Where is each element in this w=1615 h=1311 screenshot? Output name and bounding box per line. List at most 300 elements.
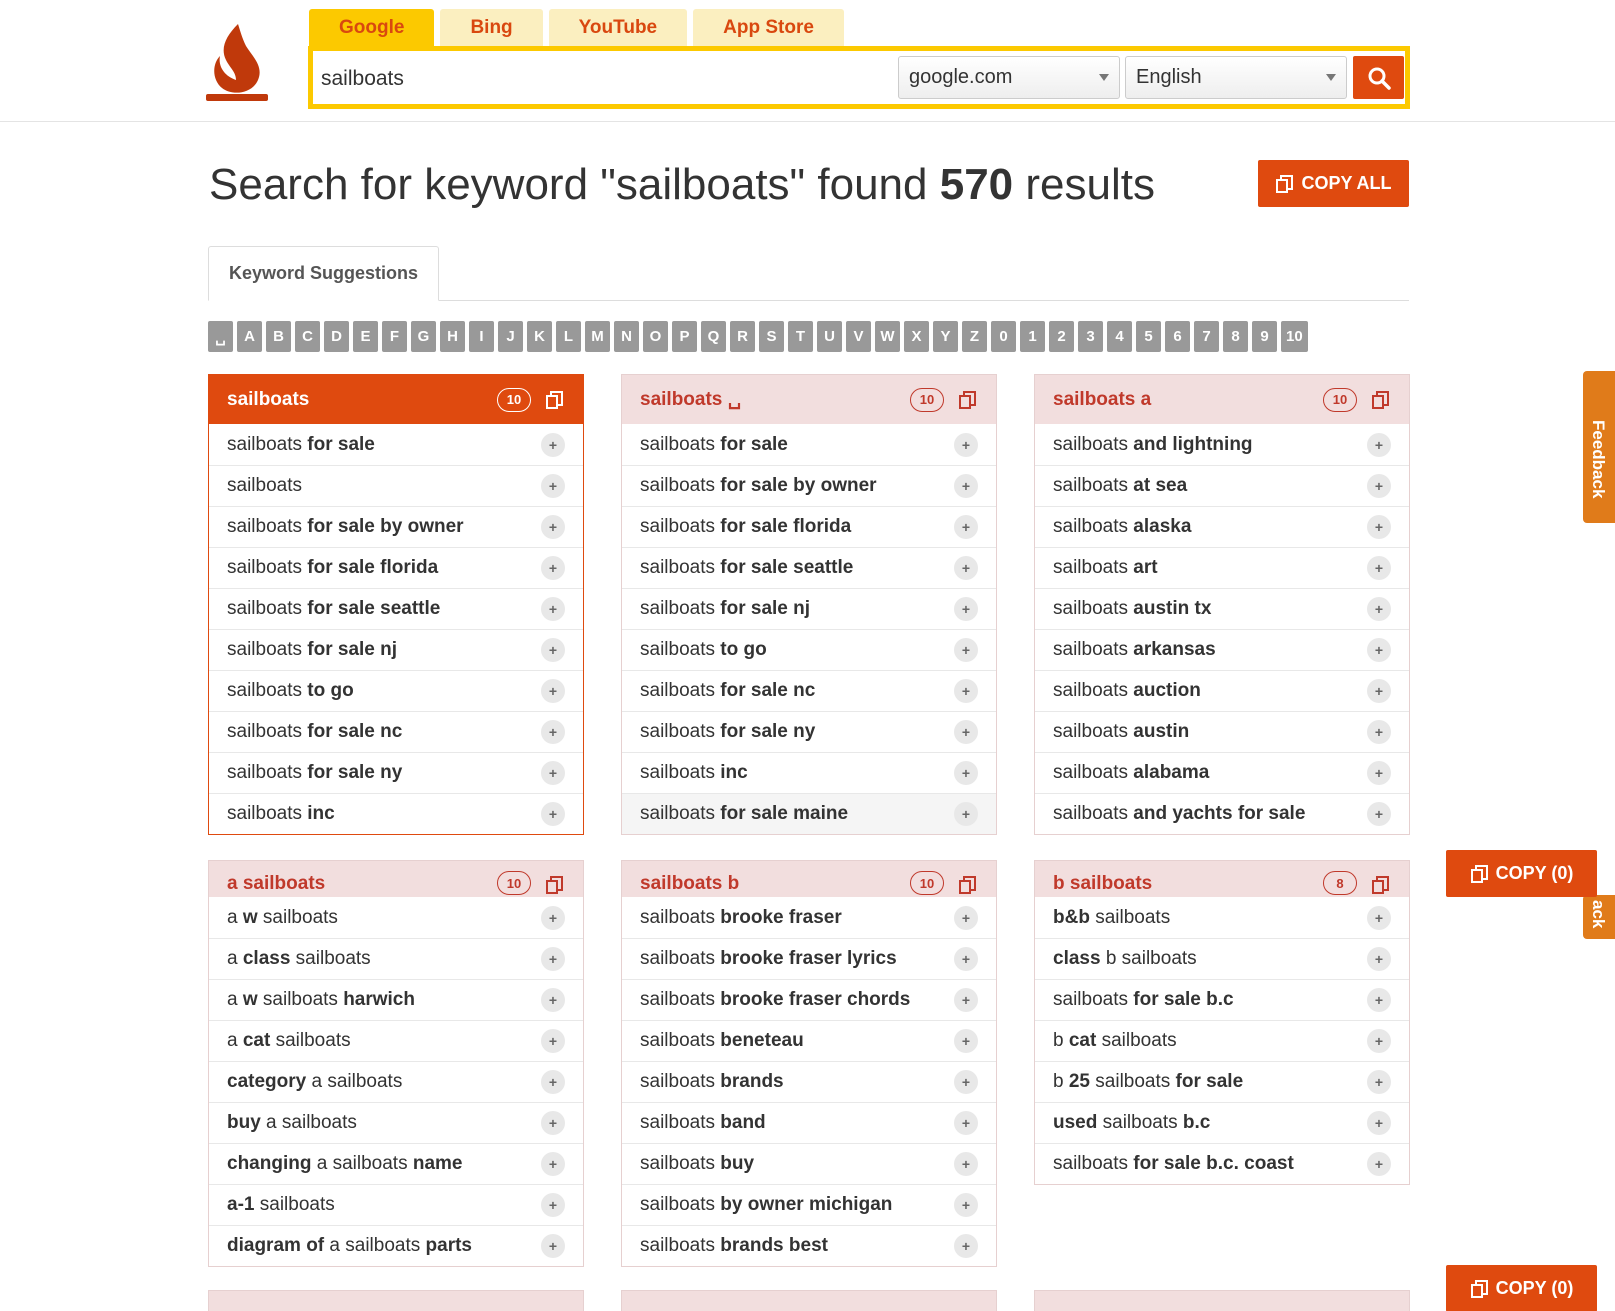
plus-icon[interactable]: + bbox=[1367, 1029, 1391, 1053]
language-select-value: English bbox=[1136, 66, 1202, 88]
tab-keyword-suggestions[interactable]: Keyword Suggestions bbox=[208, 246, 439, 301]
copy-selected-label: COPY (0) bbox=[1495, 1278, 1574, 1298]
plus-icon[interactable]: + bbox=[541, 947, 565, 971]
suggestion-row[interactable] bbox=[209, 1184, 583, 1225]
suggestion-row[interactable] bbox=[209, 938, 583, 979]
plus-icon[interactable]: + bbox=[541, 1193, 565, 1217]
plus-icon[interactable]: + bbox=[1367, 761, 1391, 785]
suggestion-base: sailboats bbox=[640, 557, 721, 578]
letter-filter-item[interactable]: H bbox=[440, 321, 465, 352]
suggestion-row[interactable] bbox=[209, 1225, 583, 1266]
suggestion-text bbox=[1053, 1112, 1367, 1134]
plus-icon[interactable]: + bbox=[541, 679, 565, 703]
letter-filter-item[interactable]: 7 bbox=[1194, 321, 1219, 352]
suggestion-row[interactable] bbox=[209, 465, 583, 506]
card-title[interactable]: sailboats bbox=[227, 388, 310, 410]
suggestion-row[interactable] bbox=[622, 1102, 996, 1143]
copy-icon bbox=[1275, 174, 1295, 194]
suggestion-row[interactable] bbox=[622, 897, 996, 938]
suggestion-highlight: cat bbox=[1068, 1030, 1097, 1051]
suggestion-row[interactable] bbox=[1035, 752, 1409, 793]
suggestion-highlight: for sale b.c. coast bbox=[1133, 1153, 1294, 1174]
suggestion-text bbox=[227, 680, 541, 702]
plus-icon[interactable]: + bbox=[954, 947, 978, 971]
copy-icon[interactable] bbox=[958, 875, 978, 895]
plus-icon[interactable]: + bbox=[954, 988, 978, 1012]
plus-icon[interactable]: + bbox=[954, 761, 978, 785]
plus-icon[interactable]: + bbox=[954, 679, 978, 703]
suggestion-base: a bbox=[227, 989, 243, 1010]
page-title bbox=[209, 160, 1155, 210]
letter-filter-item[interactable]: Q bbox=[701, 321, 726, 352]
suggestion-highlight: for sale nj bbox=[720, 598, 811, 619]
suggestion-row[interactable] bbox=[209, 670, 583, 711]
search-icon bbox=[1367, 66, 1391, 90]
suggestion-base: sailboats bbox=[227, 516, 308, 537]
suggestion-base: sailboats bbox=[227, 598, 308, 619]
suggestion-base: sailboats bbox=[1089, 906, 1171, 928]
suggestion-row[interactable] bbox=[1035, 1061, 1409, 1102]
plus-icon[interactable]: + bbox=[1367, 947, 1391, 971]
suggestion-text bbox=[1053, 721, 1367, 743]
copy-icon[interactable] bbox=[958, 390, 978, 410]
letter-filter-item[interactable]: Y bbox=[933, 321, 958, 352]
search-button[interactable] bbox=[1353, 56, 1404, 99]
letter-filter-item[interactable]: 6 bbox=[1165, 321, 1190, 352]
plus-icon[interactable]: + bbox=[1367, 515, 1391, 539]
letter-filter-item[interactable]: N bbox=[614, 321, 639, 352]
suggestion-row[interactable] bbox=[1035, 938, 1409, 979]
suggestion-highlight: band bbox=[720, 1112, 766, 1133]
suggestion-base: sailboats bbox=[640, 680, 721, 701]
suggestion-row[interactable] bbox=[209, 897, 583, 938]
letter-filter-item[interactable]: 4 bbox=[1107, 321, 1132, 352]
suggestion-row[interactable] bbox=[209, 979, 583, 1020]
suggestion-row[interactable] bbox=[1035, 506, 1409, 547]
letter-filter-item[interactable]: M bbox=[585, 321, 610, 352]
letter-filter bbox=[208, 321, 1308, 352]
suggestion-text bbox=[640, 907, 954, 929]
suggestion-base: sailboats bbox=[270, 1030, 351, 1051]
suggestion-row[interactable] bbox=[1035, 793, 1409, 834]
plus-icon[interactable]: + bbox=[954, 474, 978, 498]
letter-filter-item[interactable]: B bbox=[266, 321, 291, 352]
plus-icon[interactable]: + bbox=[1367, 1070, 1391, 1094]
suggestion-row[interactable] bbox=[209, 506, 583, 547]
copy-all-label: COPY ALL bbox=[1301, 173, 1392, 193]
plus-icon[interactable]: + bbox=[954, 515, 978, 539]
letter-filter-item[interactable]: G bbox=[411, 321, 436, 352]
search-input[interactable] bbox=[321, 59, 881, 99]
suggestion-text bbox=[227, 721, 541, 743]
suggestion-highlight: class bbox=[1053, 948, 1101, 969]
letter-filter-item[interactable]: R bbox=[730, 321, 755, 352]
suggestion-text bbox=[1053, 989, 1367, 1011]
suggestion-row[interactable] bbox=[1035, 670, 1409, 711]
suggestion-row[interactable] bbox=[209, 711, 583, 752]
suggestion-row[interactable] bbox=[1035, 424, 1409, 465]
copy-selected-button-bottom[interactable] bbox=[1446, 1265, 1597, 1311]
letter-filter-item[interactable]: 2 bbox=[1049, 321, 1074, 352]
suggestion-row[interactable] bbox=[622, 1020, 996, 1061]
suggestion-highlight: art bbox=[1133, 557, 1158, 578]
plus-icon[interactable]: + bbox=[954, 1234, 978, 1258]
suggestion-base: sailboats bbox=[227, 639, 308, 660]
suggestion-row[interactable] bbox=[1035, 979, 1409, 1020]
suggestion-text bbox=[227, 989, 541, 1011]
suggestion-highlight: alaska bbox=[1133, 516, 1192, 537]
card-title[interactable]: sailboats b bbox=[640, 873, 740, 894]
suggestion-text bbox=[227, 907, 541, 929]
suggestion-base: sailboats bbox=[640, 516, 721, 537]
suggestion-row[interactable] bbox=[209, 588, 583, 629]
suggestion-row[interactable] bbox=[209, 1061, 583, 1102]
suggestion-base: a sailboats bbox=[324, 1235, 426, 1256]
letter-filter-item[interactable]: F bbox=[382, 321, 407, 352]
suggestion-text bbox=[1053, 475, 1367, 497]
suggestion-text bbox=[227, 1194, 541, 1216]
language-select[interactable] bbox=[1125, 56, 1347, 99]
suggestion-list bbox=[1035, 897, 1409, 1184]
copy-selected-button[interactable] bbox=[1446, 850, 1597, 897]
tab-bing[interactable]: Bing bbox=[440, 9, 542, 47]
suggestion-row[interactable] bbox=[1035, 1102, 1409, 1143]
letter-filter-item[interactable]: Z bbox=[962, 321, 987, 352]
suggestion-base: b sailboats bbox=[1100, 948, 1197, 969]
copy-icon bbox=[1470, 1279, 1490, 1299]
suggestion-row[interactable] bbox=[1035, 897, 1409, 938]
plus-icon[interactable]: + bbox=[541, 1234, 565, 1258]
suggestion-base: sailboats bbox=[640, 762, 721, 783]
plus-icon[interactable]: + bbox=[541, 597, 565, 621]
letter-filter-item[interactable]: D bbox=[324, 321, 349, 352]
plus-icon[interactable]: + bbox=[1367, 906, 1391, 930]
plus-icon[interactable]: + bbox=[954, 802, 978, 826]
suggestion-base: sailboats bbox=[640, 803, 721, 824]
suggestion-row[interactable] bbox=[1035, 1020, 1409, 1061]
suggestion-text bbox=[227, 948, 541, 970]
card-title[interactable]: a sailboats bbox=[227, 873, 326, 894]
suggestion-base: sailboats bbox=[1053, 516, 1134, 537]
suggestion-text bbox=[640, 721, 954, 743]
suggestion-highlight: brands bbox=[720, 1071, 784, 1092]
suggestion-highlight: arkansas bbox=[1133, 639, 1216, 660]
letter-filter-item[interactable]: 10 bbox=[1281, 321, 1308, 352]
suggestion-base: a sailboats bbox=[311, 1153, 413, 1174]
suggestion-row[interactable] bbox=[622, 979, 996, 1020]
plus-icon[interactable]: + bbox=[954, 1193, 978, 1217]
letter-filter-item[interactable]: ␣ bbox=[208, 321, 233, 352]
plus-icon[interactable]: + bbox=[954, 1152, 978, 1176]
suggestion-highlight: for sale ny bbox=[307, 762, 403, 783]
suggestion-row[interactable] bbox=[622, 670, 996, 711]
plus-icon[interactable]: + bbox=[954, 1029, 978, 1053]
suggestion-base: sailboats bbox=[1097, 1112, 1183, 1133]
plus-icon[interactable]: + bbox=[1367, 597, 1391, 621]
suggestion-text bbox=[640, 1071, 954, 1093]
suggestion-highlight: auction bbox=[1133, 680, 1201, 701]
suggestion-base: sailboats bbox=[640, 1153, 721, 1174]
suggestion-base: a sailboats bbox=[306, 1071, 403, 1092]
keyword-card bbox=[208, 374, 584, 835]
plus-icon[interactable]: + bbox=[541, 1111, 565, 1135]
suggestion-row[interactable] bbox=[209, 752, 583, 793]
plus-icon[interactable]: + bbox=[1367, 1152, 1391, 1176]
plus-icon[interactable]: + bbox=[541, 761, 565, 785]
suggestion-list bbox=[209, 897, 583, 1266]
card-header bbox=[1035, 861, 1409, 897]
suggestion-row[interactable] bbox=[622, 629, 996, 670]
letter-filter-item[interactable]: O bbox=[643, 321, 668, 352]
suggestion-text bbox=[227, 639, 541, 661]
card-title[interactable]: b sailboats bbox=[1053, 873, 1153, 894]
suggestion-highlight: to go bbox=[720, 639, 767, 660]
plus-icon[interactable]: + bbox=[1367, 1111, 1391, 1135]
plus-icon[interactable]: + bbox=[541, 720, 565, 744]
count-badge: 8 bbox=[1323, 871, 1357, 895]
suggestion-base: sailboats bbox=[640, 721, 721, 742]
result-count: 570 bbox=[939, 160, 1014, 209]
plus-icon[interactable]: + bbox=[1367, 474, 1391, 498]
card-header bbox=[1035, 375, 1409, 424]
suggestion-row[interactable] bbox=[622, 506, 996, 547]
suggestion-text bbox=[640, 475, 954, 497]
plus-icon[interactable]: + bbox=[1367, 679, 1391, 703]
plus-icon[interactable]: + bbox=[954, 433, 978, 457]
suggestion-text bbox=[227, 475, 541, 497]
plus-icon[interactable]: + bbox=[541, 988, 565, 1012]
suggestion-row[interactable] bbox=[1035, 711, 1409, 752]
letter-filter-item[interactable]: S bbox=[759, 321, 784, 352]
suggestion-highlight: category bbox=[227, 1071, 307, 1092]
copy-all-button[interactable] bbox=[1258, 160, 1409, 207]
plus-icon[interactable]: + bbox=[541, 1070, 565, 1094]
plus-icon[interactable]: + bbox=[541, 556, 565, 580]
letter-filter-item[interactable]: K bbox=[527, 321, 552, 352]
suggestion-highlight: for sale bbox=[1175, 1071, 1244, 1092]
count-badge: 10 bbox=[497, 388, 531, 412]
letter-filter-item[interactable]: 3 bbox=[1078, 321, 1103, 352]
tab-youtube[interactable]: YouTube bbox=[549, 9, 687, 47]
suggestion-highlight: inc bbox=[307, 803, 335, 824]
plus-icon[interactable]: + bbox=[541, 906, 565, 930]
suggestion-text bbox=[227, 434, 541, 456]
letter-filter-item[interactable]: 0 bbox=[991, 321, 1016, 352]
letter-filter-item[interactable]: I bbox=[469, 321, 494, 352]
letter-filter-item[interactable]: J bbox=[498, 321, 523, 352]
plus-icon[interactable]: + bbox=[954, 1070, 978, 1094]
keyword-card bbox=[621, 374, 997, 835]
suggestion-base: b bbox=[1053, 1071, 1069, 1092]
suggestion-row[interactable] bbox=[622, 1184, 996, 1225]
suggestion-row[interactable] bbox=[622, 547, 996, 588]
suggestion-base: sailboats bbox=[640, 1071, 721, 1092]
letter-filter-item[interactable]: C bbox=[295, 321, 320, 352]
plus-icon[interactable]: + bbox=[541, 1029, 565, 1053]
suggestion-base: sailboats bbox=[227, 557, 308, 578]
suggestion-base: sailboats bbox=[227, 680, 308, 701]
suggestion-row[interactable] bbox=[209, 1143, 583, 1184]
domain-select[interactable] bbox=[898, 56, 1120, 99]
suggestion-row[interactable] bbox=[1035, 1143, 1409, 1184]
suggestion-row[interactable] bbox=[1035, 465, 1409, 506]
plus-icon[interactable]: + bbox=[1367, 638, 1391, 662]
suggestion-highlight: for sale seattle bbox=[307, 598, 441, 619]
letter-filter-item[interactable]: 9 bbox=[1252, 321, 1277, 352]
suggestion-row[interactable] bbox=[622, 588, 996, 629]
tab-app-store[interactable]: App Store bbox=[693, 9, 844, 47]
suggestion-highlight: used bbox=[1053, 1112, 1098, 1133]
card-title[interactable]: sailboats a bbox=[1053, 388, 1152, 410]
suggestion-highlight: brooke fraser chords bbox=[720, 989, 911, 1010]
copy-icon[interactable] bbox=[545, 390, 565, 410]
suggestion-text bbox=[640, 1194, 954, 1216]
suggestion-base: sailboats bbox=[227, 762, 308, 783]
suggestion-highlight: inc bbox=[720, 762, 748, 783]
suggestion-base: sailboats bbox=[257, 906, 338, 928]
suggestion-highlight: austin tx bbox=[1133, 598, 1212, 619]
plus-icon[interactable]: + bbox=[1367, 433, 1391, 457]
plus-icon[interactable]: + bbox=[1367, 720, 1391, 744]
card-title[interactable]: sailboats ␣ bbox=[640, 389, 742, 410]
plus-icon[interactable]: + bbox=[1367, 802, 1391, 826]
plus-icon[interactable]: + bbox=[541, 433, 565, 457]
copy-icon bbox=[1470, 864, 1490, 884]
suggestion-text bbox=[640, 639, 954, 661]
suggestion-list bbox=[209, 424, 583, 834]
plus-icon[interactable]: + bbox=[541, 515, 565, 539]
suggestion-text bbox=[1053, 1030, 1367, 1052]
suggestion-highlight: beneteau bbox=[720, 1030, 804, 1051]
suggestion-base: sailboats bbox=[1096, 1030, 1177, 1051]
letter-filter-item[interactable]: P bbox=[672, 321, 697, 352]
suggestion-base: sailboats bbox=[227, 803, 308, 824]
suggestion-row[interactable] bbox=[622, 465, 996, 506]
suggestion-highlight: changing bbox=[227, 1153, 312, 1174]
suggestion-text bbox=[640, 948, 954, 970]
suggestion-highlight: for sale bbox=[720, 433, 788, 455]
letter-filter-item[interactable]: 5 bbox=[1136, 321, 1161, 352]
suggestion-text bbox=[640, 1235, 954, 1257]
keyword-card bbox=[1034, 374, 1410, 835]
letter-filter-item[interactable]: U bbox=[817, 321, 842, 352]
plus-icon[interactable]: + bbox=[541, 1152, 565, 1176]
count-badge: 10 bbox=[910, 871, 944, 895]
letter-filter-item[interactable]: X bbox=[904, 321, 929, 352]
suggestion-text bbox=[227, 1030, 541, 1052]
card-header bbox=[622, 375, 996, 424]
letter-filter-item[interactable]: L bbox=[556, 321, 581, 352]
suggestion-row[interactable] bbox=[622, 938, 996, 979]
plus-icon[interactable]: + bbox=[541, 802, 565, 826]
flame-logo-icon[interactable] bbox=[206, 22, 268, 102]
suggestion-row[interactable] bbox=[622, 711, 996, 752]
keyword-card bbox=[621, 860, 997, 1267]
keyword-card bbox=[1034, 860, 1410, 1185]
plus-icon[interactable]: + bbox=[954, 638, 978, 662]
suggestion-base: sailboats bbox=[1053, 433, 1134, 455]
suggestion-text bbox=[227, 1235, 541, 1257]
count-badge: 10 bbox=[910, 388, 944, 412]
suggestion-highlight: 25 bbox=[1068, 1071, 1090, 1092]
suggestion-text bbox=[640, 680, 954, 702]
plus-icon[interactable]: + bbox=[954, 720, 978, 744]
letter-filter-item[interactable]: 1 bbox=[1020, 321, 1045, 352]
suggestion-row[interactable] bbox=[622, 793, 996, 834]
suggestion-highlight: a-1 bbox=[227, 1194, 255, 1215]
suggestion-text bbox=[1053, 1153, 1367, 1175]
suggestion-list bbox=[622, 424, 996, 834]
copy-icon[interactable] bbox=[545, 875, 565, 895]
copy-icon[interactable] bbox=[1371, 390, 1391, 410]
plus-icon[interactable]: + bbox=[954, 556, 978, 580]
suggestion-row[interactable] bbox=[622, 752, 996, 793]
suggestion-highlight: parts bbox=[425, 1235, 472, 1256]
plus-icon[interactable]: + bbox=[954, 906, 978, 930]
suggestion-row[interactable] bbox=[209, 629, 583, 670]
suggestion-row[interactable] bbox=[209, 424, 583, 465]
suggestion-text bbox=[640, 989, 954, 1011]
suggestion-highlight: brooke fraser bbox=[720, 906, 842, 928]
suggestion-base: sailboats bbox=[640, 639, 721, 660]
suggestion-highlight: class bbox=[242, 948, 291, 969]
card-header bbox=[622, 861, 996, 897]
suggestion-row[interactable] bbox=[622, 1061, 996, 1102]
suggestion-row[interactable] bbox=[622, 1225, 996, 1266]
letter-filter-item[interactable]: E bbox=[353, 321, 378, 352]
plus-icon[interactable]: + bbox=[1367, 988, 1391, 1012]
suggestion-base: sailboats bbox=[640, 906, 721, 928]
suggestion-row[interactable] bbox=[209, 1102, 583, 1143]
suggestion-base: a sailboats bbox=[260, 1112, 357, 1133]
tab-google[interactable]: Google bbox=[309, 9, 434, 47]
letter-filter-item[interactable]: V bbox=[846, 321, 871, 352]
plus-icon[interactable]: + bbox=[541, 638, 565, 662]
letter-filter-item[interactable]: 8 bbox=[1223, 321, 1248, 352]
suggestion-row[interactable] bbox=[622, 424, 996, 465]
suggestion-text bbox=[1053, 598, 1367, 620]
letter-filter-item[interactable]: A bbox=[237, 321, 262, 352]
suggestion-row[interactable] bbox=[622, 1143, 996, 1184]
suggestion-row[interactable] bbox=[209, 793, 583, 834]
suggestion-row[interactable] bbox=[1035, 547, 1409, 588]
copy-icon[interactable] bbox=[1371, 875, 1391, 895]
plus-icon[interactable]: + bbox=[541, 474, 565, 498]
suggestion-highlight: to go bbox=[307, 680, 354, 701]
suggestion-base: sailboats bbox=[640, 948, 721, 969]
suggestion-base: a bbox=[227, 948, 243, 969]
suggestion-base: sailboats bbox=[1053, 803, 1134, 824]
copy-selected-label: COPY (0) bbox=[1495, 863, 1574, 883]
letter-filter-item[interactable]: T bbox=[788, 321, 813, 352]
suggestion-base: a bbox=[227, 1030, 243, 1051]
plus-icon[interactable]: + bbox=[1367, 556, 1391, 580]
plus-icon[interactable]: + bbox=[954, 1111, 978, 1135]
letter-filter-item[interactable]: W bbox=[875, 321, 900, 352]
suggestion-text bbox=[1053, 1071, 1367, 1093]
domain-select-value: google.com bbox=[909, 66, 1013, 88]
suggestion-row[interactable] bbox=[1035, 588, 1409, 629]
suggestion-base: sailboats bbox=[640, 433, 721, 455]
suggestion-base: sailboats bbox=[1053, 557, 1134, 578]
suggestion-row[interactable] bbox=[209, 1020, 583, 1061]
suggestion-row[interactable] bbox=[1035, 629, 1409, 670]
plus-icon[interactable]: + bbox=[954, 597, 978, 621]
suggestion-text bbox=[1053, 557, 1367, 579]
title-suffix: results bbox=[1013, 160, 1155, 209]
suggestion-row[interactable] bbox=[209, 547, 583, 588]
suggestion-base: sailboats bbox=[254, 1194, 335, 1215]
